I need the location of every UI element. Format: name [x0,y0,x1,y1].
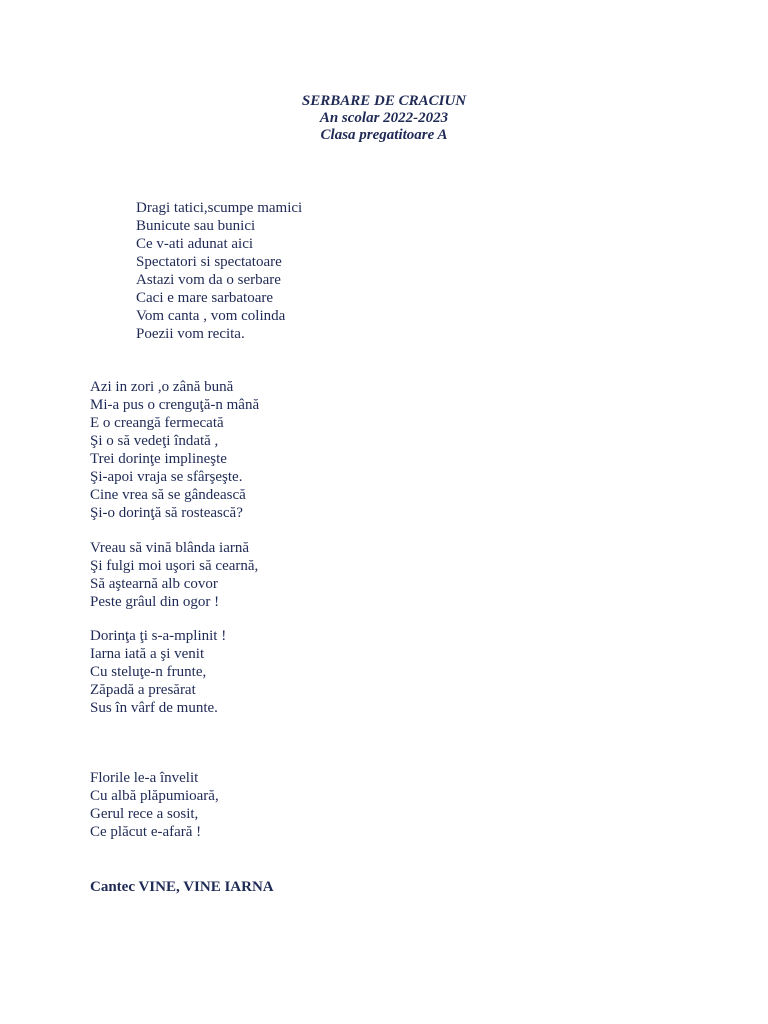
class-name: Clasa pregatitoare A [320,127,448,143]
poem-line: Astazi vom da o serbare [136,272,281,288]
poem-line: E o creangă fermecată [90,415,224,431]
poem-line: Dragi tatici,scumpe mamici [136,200,303,216]
poem-line: Azi in zori ,o zână bună [90,379,234,395]
poem-line: Şi o să vedeţi îndată , [90,433,219,449]
poem-line: Să aştearnă alb covor [90,576,218,592]
poem-line: Iarna iată a şi venit [90,646,205,662]
poem-line: Mi-a pus o crenguţă-n mână [90,397,260,413]
poem-line: Zăpadă a presărat [90,682,196,698]
poem-line: Vom canta , vom colinda [136,308,286,324]
poem-line: Vreau să vină blânda iarnă [90,540,250,556]
intro-stanza [136,199,302,343]
poem-line: Ce plăcut e-afară ! [90,824,202,840]
poem-line: Peste grâul din ogor ! [90,594,220,610]
poem-line: Bunicute sau bunici [136,218,256,234]
poem-stanza-2 [90,539,258,611]
poem-line: Cine vrea să se gândească [90,487,246,503]
poem-line: Cu steluţe-n frunte, [90,664,207,680]
document-title: SERBARE DE CRACIUN [301,93,467,109]
song-title: Cantec VINE, VINE IARNA [90,879,274,895]
school-year: An scolar 2022-2023 [319,110,449,126]
poem-stanza-4 [90,769,219,841]
poem-line: Dorinţa ţi s-a-mplinit ! [90,628,227,644]
poem-line: Poezii vom recita. [136,326,245,342]
poem-line: Sus în vârf de munte. [90,700,218,716]
poem-line: Caci e mare sarbatoare [136,290,273,306]
poem-line: Gerul rece a sosit, [90,806,199,822]
poem-line: Spectatori si spectatoare [136,254,282,270]
poem-line: Şi-o dorinţă să rostească? [90,505,243,521]
poem-line: Şi fulgi moi uşori să cearnă, [90,558,259,574]
poem-line: Şi-apoi vraja se sfârşeşte. [90,469,243,485]
poem-line: Trei dorinţe implineşte [90,451,227,467]
poem-stanza-3 [90,627,226,717]
document-header [0,93,768,144]
poem-line: Florile le-a învelit [90,770,199,786]
poem-stanza-1 [90,378,259,522]
poem-line: Cu albă plăpumioară, [90,788,219,804]
poem-line: Ce v-ati adunat aici [136,236,254,252]
